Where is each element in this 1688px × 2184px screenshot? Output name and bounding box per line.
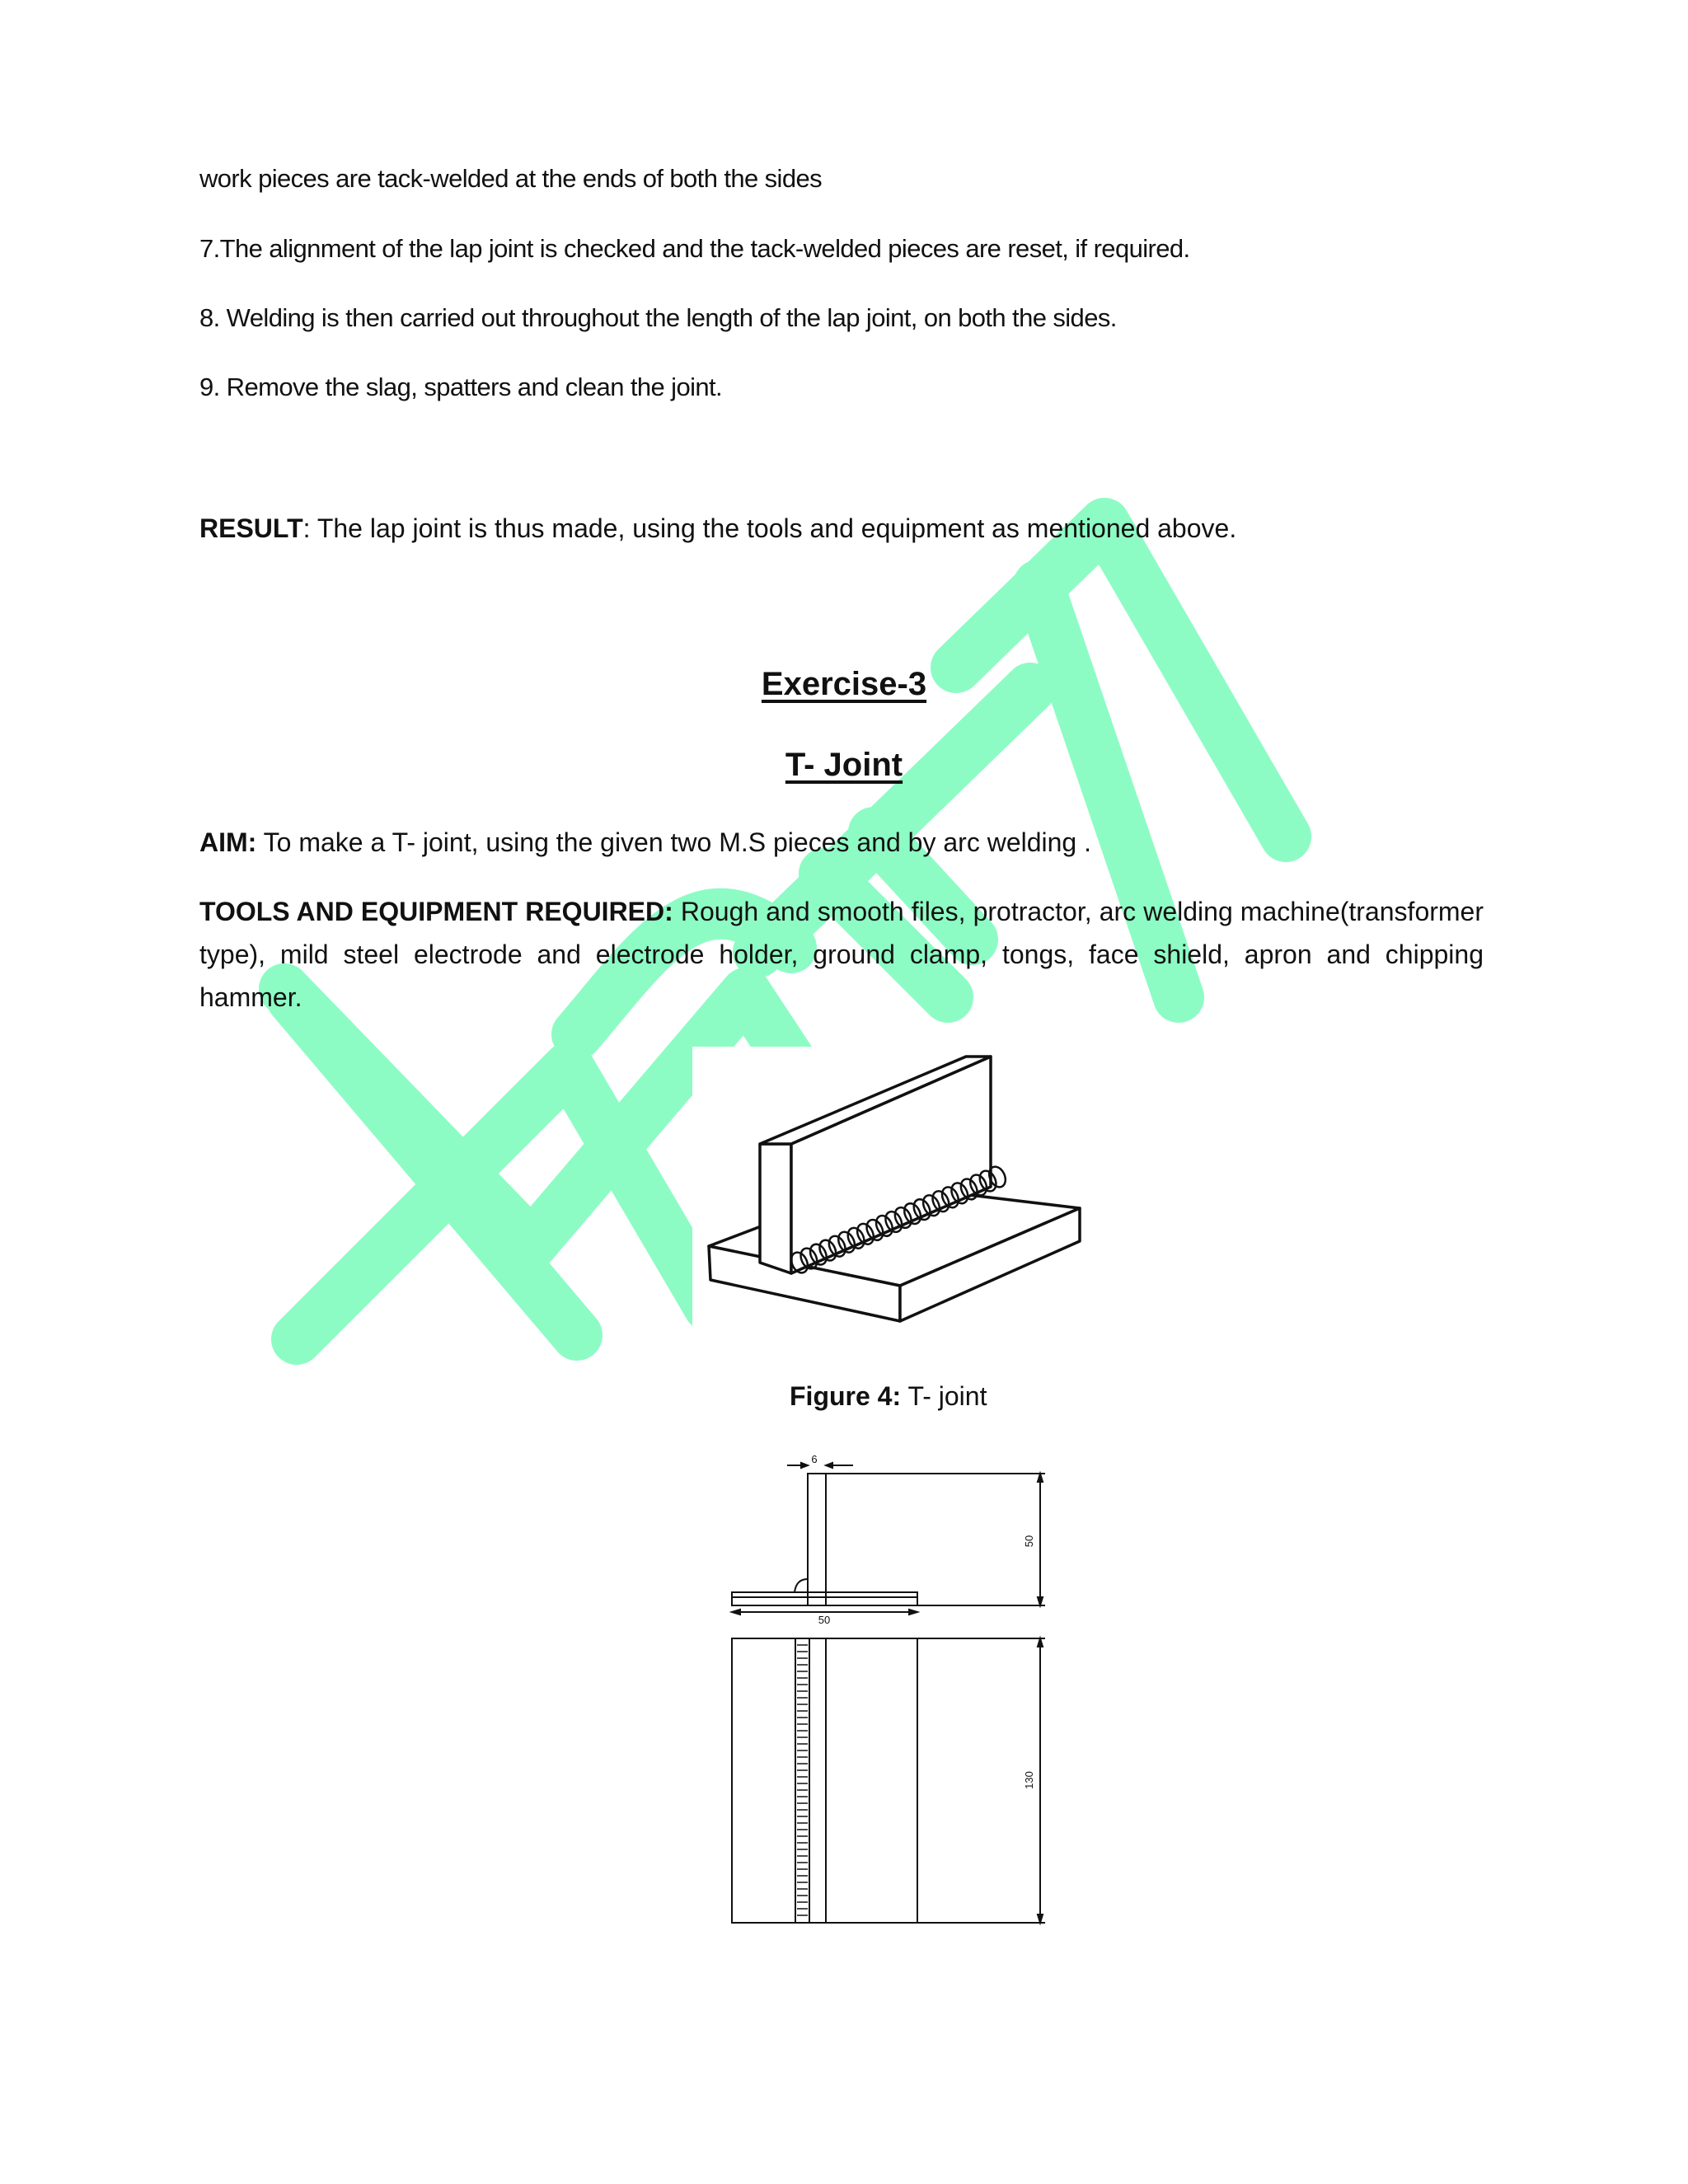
tools-text: Rough and smooth files, protractor, arc welding machine(transformer type), mild steel electrode and electrode holder, ground clamp, tongs, face shield, apron and chipping hammer.: [199, 897, 1484, 1012]
dim-label-length: 130: [1023, 1771, 1035, 1789]
step-continuation: work pieces are tack-welded at the ends of both the sides: [199, 164, 823, 193]
aim-paragraph: [199, 821, 1484, 864]
exercise-title: Exercise-3: [761, 666, 927, 702]
step-8: 8. Welding is then carried out throughout the length of the lap joint, on both the sides.: [199, 303, 1117, 332]
aim-label: AIM:: [199, 827, 257, 857]
aim-text: To make a T- joint, using the given two M.S pieces and by arc welding .: [256, 827, 1091, 857]
result-label: RESULT: [199, 513, 303, 543]
dim-label-thickness: 6: [811, 1453, 818, 1465]
t-joint-illustration: [692, 1047, 1096, 1360]
dim-label-width: 50: [818, 1614, 831, 1626]
tools-label: TOOLS AND EQUIPMENT REQUIRED:: [199, 897, 673, 926]
vertical-plate-front: [760, 1144, 791, 1273]
step-9: 9. Remove the slag, spatters and clean the joint.: [199, 373, 723, 401]
dim-label-height: 50: [1023, 1535, 1035, 1548]
result-text: : The lap joint is thus made, using the tools and equipment as mentioned above.: [302, 513, 1237, 543]
figure-label: Figure 4:: [790, 1381, 902, 1411]
tools-paragraph: [199, 890, 1484, 1019]
step-7: 7.The alignment of the lap joint is checked and the tack-welded pieces are reset, if required.: [199, 234, 1190, 263]
t-joint-technical-drawing: [717, 1451, 1055, 1929]
figure-text: T- joint: [901, 1381, 987, 1411]
exercise-subtitle: T- Joint: [785, 747, 903, 783]
figure-caption: [790, 1378, 987, 1414]
result-paragraph: [199, 507, 1484, 550]
